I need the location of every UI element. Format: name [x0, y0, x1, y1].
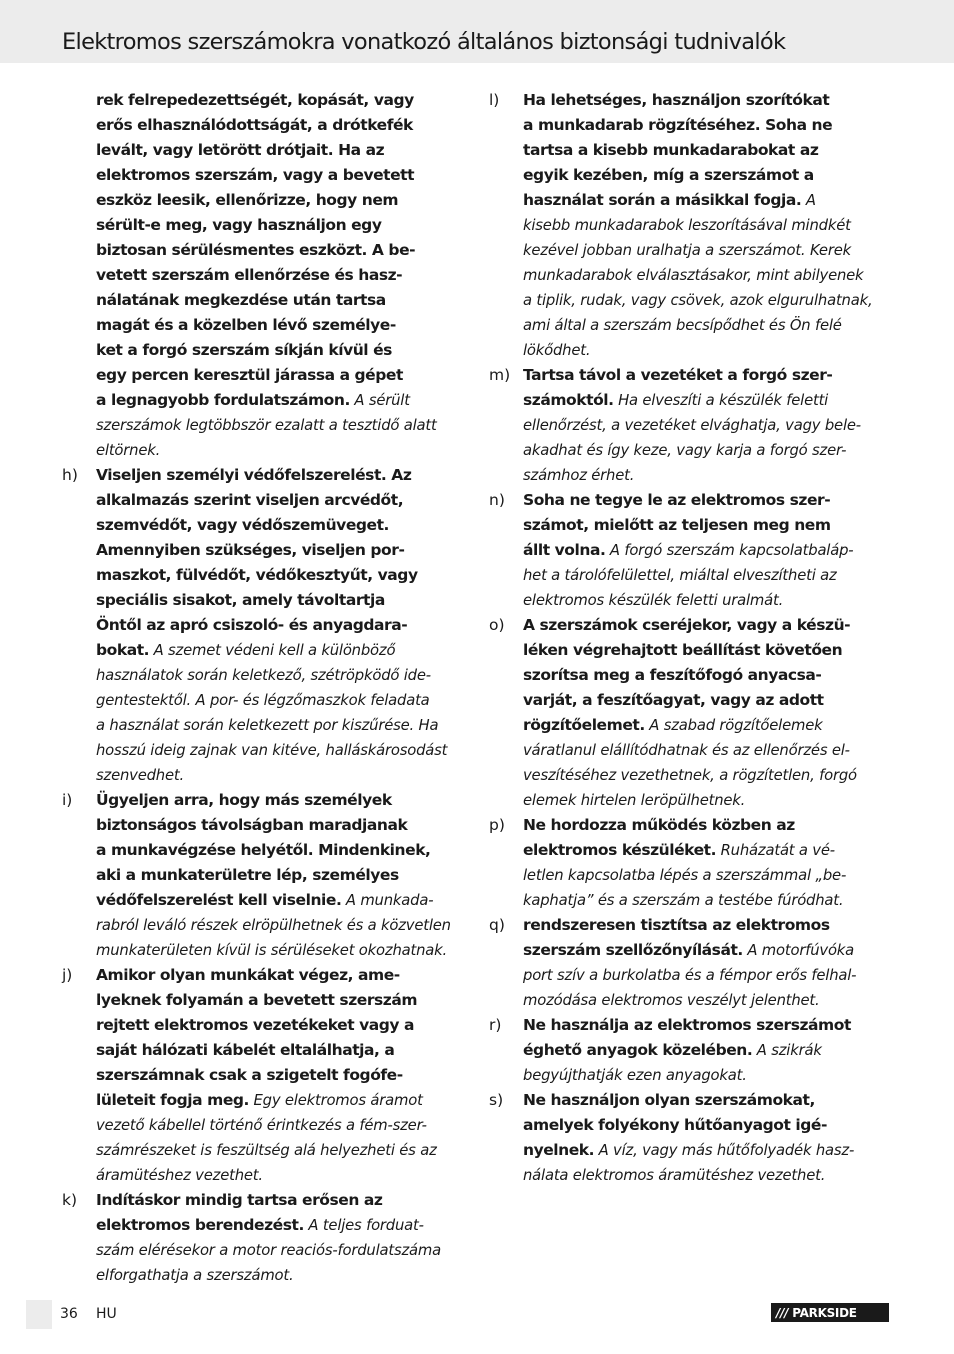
text-line — [96, 988, 467, 1013]
bold-instruction: állt volna. — [523, 541, 606, 559]
italic-explanation: A munkada- — [341, 892, 434, 909]
bold-instruction: Amikor olyan munkákat végez, ame- — [96, 966, 400, 984]
list-marker: r) — [489, 1016, 502, 1034]
italic-explanation: ellenőrzést, a vezetéket elvághatja, vagy bele- — [523, 417, 861, 434]
text-line — [523, 938, 894, 963]
italic-explanation: a tiplik, rudak, vagy csövek, azok elgurulhatnak, — [523, 292, 873, 309]
italic-explanation: veszítéséhez vezethetnek, a rögzítetlen, forgó — [523, 767, 857, 784]
list-marker: q) — [489, 916, 505, 934]
item-text — [523, 813, 894, 913]
text-line — [523, 313, 894, 338]
list-marker: p) — [489, 816, 505, 834]
bold-instruction: szerszámnak csak a szigetelt fogófe- — [96, 1066, 403, 1084]
bold-instruction: aki a munkaterületre lép, személyes — [96, 866, 399, 884]
bold-instruction: Tartsa távol a vezetéket a forgó szer- — [523, 366, 833, 384]
text-line — [96, 113, 467, 138]
text-line — [523, 813, 894, 838]
text-line — [523, 163, 894, 188]
bold-instruction: Ne hordozza működés közben az — [523, 816, 795, 834]
italic-explanation: elemek hirtelen leröpülhetnek. — [523, 792, 746, 809]
text-line — [96, 1188, 467, 1213]
italic-explanation: szám elérésekor a motor reaciós-fordulatszáma — [96, 1242, 441, 1259]
text-line — [96, 963, 467, 988]
text-line — [96, 938, 467, 963]
bold-instruction: lületeit fogja meg. — [96, 1091, 249, 1109]
logo-stripes: /// — [776, 1305, 789, 1320]
italic-explanation: port szív a burkolatba és a fémpor erős felhal- — [523, 967, 857, 984]
text-line — [523, 913, 894, 938]
bold-instruction: Ha lehetséges, használjon szorítókat — [523, 91, 830, 109]
text-line — [96, 613, 467, 638]
text-line — [523, 138, 894, 163]
text-line — [96, 538, 467, 563]
text-line — [523, 1063, 894, 1088]
text-line — [523, 1088, 894, 1113]
text-line — [523, 213, 894, 238]
italic-explanation: mozódása elektromos veszélyt jelenthet. — [523, 992, 820, 1009]
italic-explanation: nálata elektromos áramütéshez vezethet. — [523, 1167, 826, 1184]
text-line — [523, 413, 894, 438]
list-item — [62, 463, 467, 788]
italic-explanation: akadhat és így keze, vagy karja a forgó szer- — [523, 442, 847, 459]
text-line — [523, 88, 894, 113]
bold-instruction: elektromos készüléket. — [523, 841, 717, 859]
italic-explanation: elforgathatja a szerszámot. — [96, 1267, 294, 1284]
italic-explanation: Ha elveszíti a készülék feletti — [613, 392, 829, 409]
italic-explanation: váratlanul elállítódhatnak és az ellenőrzés el- — [523, 742, 850, 759]
list-marker: s) — [489, 1091, 504, 1109]
text-line — [96, 313, 467, 338]
bold-instruction: Ne használja az elektromos szerszámot — [523, 1016, 851, 1034]
list-item — [62, 88, 467, 463]
italic-explanation: letlen kapcsolatba lépés a szerszámmal „be- — [523, 867, 847, 884]
text-line — [523, 638, 894, 663]
parkside-logo — [771, 1303, 889, 1322]
bold-instruction: amelyek folyékony hűtőanyagot igé- — [523, 1116, 827, 1134]
italic-explanation: lökődhet. — [523, 342, 591, 359]
bold-instruction: lyeknek folyamán a bevetett szerszám — [96, 991, 418, 1009]
bold-instruction: Amennyiben szükséges, viseljen por- — [96, 541, 405, 559]
italic-explanation: Ruházatát a vé- — [716, 842, 835, 859]
left-column — [62, 88, 467, 1288]
item-text — [523, 88, 894, 363]
text-line — [523, 613, 894, 638]
text-line — [96, 1063, 467, 1088]
text-line — [523, 438, 894, 463]
text-line — [523, 988, 894, 1013]
list-marker: l) — [489, 91, 500, 109]
italic-explanation: begyújthatják ezen anyagokat. — [523, 1067, 747, 1084]
list-item — [489, 613, 894, 813]
text-line — [523, 663, 894, 688]
bold-instruction: éghető anyagok közelében. — [523, 1041, 753, 1059]
italic-explanation: áramütéshez vezethet. — [96, 1167, 263, 1184]
text-line — [523, 863, 894, 888]
italic-explanation: szenvedhet. — [96, 767, 184, 784]
bold-instruction: biztonságos távolságban maradjanak — [96, 816, 408, 834]
text-line — [96, 1213, 467, 1238]
list-item — [489, 813, 894, 913]
text-line — [96, 263, 467, 288]
text-line — [96, 1163, 467, 1188]
text-line — [96, 638, 467, 663]
text-line — [523, 1163, 894, 1188]
text-line — [96, 588, 467, 613]
italic-explanation: A teljes forduat- — [303, 1217, 424, 1234]
bold-instruction: léken végrehajtott beállítást követően — [523, 641, 843, 659]
item-text — [523, 488, 894, 613]
bold-instruction: sérült-e meg, vagy használjon egy — [96, 216, 382, 234]
item-text — [96, 788, 467, 963]
italic-explanation: kisebb munkadarabok leszorításával mindkét — [523, 217, 851, 234]
bold-instruction: rejtett elektromos vezetékeket vagy a — [96, 1016, 415, 1034]
italic-explanation: A szikrák — [752, 1042, 822, 1059]
logo-text: PARKSIDE — [792, 1305, 857, 1320]
text-line — [523, 263, 894, 288]
list-item — [62, 963, 467, 1188]
text-line — [96, 238, 467, 263]
italic-explanation: hosszú ideig zajnak van kitéve, halláskárosodást — [96, 742, 448, 759]
page-header — [0, 0, 954, 63]
bold-instruction: varját, a feszítőagyat, vagy az adott — [523, 691, 824, 709]
text-line — [96, 388, 467, 413]
bold-instruction: A szerszámok cseréjekor, vagy a készü- — [523, 616, 851, 634]
bold-instruction: eszköz leesik, ellenőrizze, hogy nem — [96, 191, 399, 209]
text-line — [523, 288, 894, 313]
list-item — [489, 363, 894, 488]
text-line — [96, 913, 467, 938]
list-item — [489, 1013, 894, 1088]
italic-explanation: elektromos készülék feletti uralmát. — [523, 592, 784, 609]
list-item — [489, 488, 894, 613]
item-text — [523, 1088, 894, 1188]
bold-instruction: nyelnek. — [523, 1141, 595, 1159]
text-line — [523, 488, 894, 513]
page-title: Elektromos szerszámokra vonatkozó általános biztonsági tudnivalók — [62, 29, 786, 55]
bold-instruction: a munkadarab rögzítéséhez. Soha ne — [523, 116, 833, 134]
italic-explanation: ami által a szerszám becsípődhet és Ön felé — [523, 317, 842, 334]
text-line — [96, 713, 467, 738]
bold-instruction: Ne használjon olyan szerszámokat, — [523, 1091, 815, 1109]
list-item — [62, 788, 467, 963]
italic-explanation: A — [801, 192, 816, 209]
text-line — [523, 363, 894, 388]
text-line — [96, 563, 467, 588]
text-line — [96, 813, 467, 838]
italic-explanation: eltörnek. — [96, 442, 161, 459]
bold-instruction: magát és a közelben lévő személye- — [96, 316, 396, 334]
italic-explanation: szerszámok legtöbbször ezalatt a tesztidő alatt — [96, 417, 437, 434]
bold-instruction: a legnagyobb fordulatszámon. — [96, 391, 350, 409]
text-line — [523, 1138, 894, 1163]
italic-explanation: A szabad rögzítőelemek — [644, 717, 823, 734]
text-line — [523, 1113, 894, 1138]
text-line — [96, 1088, 467, 1113]
italic-explanation: A sérült — [349, 392, 410, 409]
text-line — [96, 288, 467, 313]
item-text — [523, 613, 894, 813]
bold-instruction: Ügyeljen arra, hogy más személyek — [96, 791, 392, 809]
text-line — [523, 713, 894, 738]
bold-instruction: elektromos szerszám, vagy a bevetett — [96, 166, 415, 184]
bold-instruction: számot, mielőtt az teljesen meg nem — [523, 516, 831, 534]
text-line — [523, 188, 894, 213]
bold-instruction: saját hálózati kábelét eltalálhatja, a — [96, 1041, 395, 1059]
bold-instruction: ket a forgó szerszám síkján kívül és — [96, 341, 392, 359]
italic-explanation: számrészeket is feszültség alá helyezheti és az — [96, 1142, 437, 1159]
bold-instruction: szorítsa meg a feszítőfogó anyacsa- — [523, 666, 822, 684]
bold-instruction: biztosan sérülésmentes eszközt. A be- — [96, 241, 416, 259]
text-line — [96, 513, 467, 538]
bold-instruction: használat során a másikkal fogja. — [523, 191, 802, 209]
bold-instruction: rek felrepedezettségét, kopását, vagy — [96, 91, 414, 109]
text-line — [523, 238, 894, 263]
list-marker: i) — [62, 791, 73, 809]
list-marker: k) — [62, 1191, 78, 1209]
item-text — [523, 1013, 894, 1088]
item-text — [523, 913, 894, 1013]
italic-explanation: A motorfúvóka — [742, 942, 855, 959]
bold-instruction: elektromos berendezést. — [96, 1216, 304, 1234]
italic-explanation: gentestektől. A por- és légzőmaszkok feladata — [96, 692, 430, 709]
text-line — [523, 338, 894, 363]
text-line — [96, 663, 467, 688]
italic-explanation: A víz, vagy más hűtőfolyadék hasz- — [594, 1142, 855, 1159]
bold-instruction: rendszeresen tisztítsa az elektromos — [523, 916, 830, 934]
bold-instruction: számoktól. — [523, 391, 614, 409]
text-line — [96, 763, 467, 788]
text-line — [523, 1013, 894, 1038]
item-text — [96, 1188, 467, 1288]
bold-instruction: a munkavégzése helyétől. Mindenkinek, — [96, 841, 431, 859]
bold-instruction: Öntől az apró csiszoló- és anyagdara- — [96, 616, 408, 634]
bold-instruction: bokat. — [96, 641, 150, 659]
text-line — [523, 588, 894, 613]
text-line — [96, 363, 467, 388]
text-line — [96, 1238, 467, 1263]
text-line — [96, 463, 467, 488]
italic-explanation: rabról leváló részek elröpülhetnek és a közvetlen — [96, 917, 451, 934]
bold-instruction: vetett szerszám ellenőrzése és hasz- — [96, 266, 403, 284]
item-text — [96, 463, 467, 788]
bold-instruction: rögzítőelemet. — [523, 716, 645, 734]
list-item — [489, 913, 894, 1013]
bold-instruction: levált, vagy letörött drótjait. Ha az — [96, 141, 385, 159]
italic-explanation: kaphatja” és a szerszám a testébe fúródhat. — [523, 892, 844, 909]
list-marker: j) — [62, 966, 73, 984]
item-text — [96, 88, 467, 463]
italic-explanation: munkaterületen kívül is sérüléseket okozhatnak. — [96, 942, 448, 959]
text-line — [523, 1038, 894, 1063]
italic-explanation: Egy elektromos áramot — [248, 1092, 423, 1109]
italic-explanation: számhoz érhet. — [523, 467, 635, 484]
text-line — [96, 788, 467, 813]
list-marker: n) — [489, 491, 505, 509]
text-line — [523, 763, 894, 788]
item-text — [523, 363, 894, 488]
italic-explanation: A forgó szerszám kapcsolatbaláp- — [605, 542, 854, 559]
text-line — [96, 188, 467, 213]
italic-explanation: munkadarabok elválasztásakor, mint abilyenek — [523, 267, 864, 284]
text-line — [96, 688, 467, 713]
text-line — [523, 463, 894, 488]
italic-explanation: het a tárolófelülettel, miáltal elveszítheti az — [523, 567, 837, 584]
text-line — [523, 738, 894, 763]
text-line — [96, 488, 467, 513]
text-line — [96, 338, 467, 363]
text-line — [96, 88, 467, 113]
bold-instruction: Soha ne tegye le az elektromos szer- — [523, 491, 831, 509]
language-code: HU — [96, 1306, 117, 1322]
bold-instruction: erős elhasználódottságát, a drótkefék — [96, 116, 413, 134]
text-line — [523, 563, 894, 588]
text-line — [523, 388, 894, 413]
text-line — [96, 138, 467, 163]
list-item — [62, 1188, 467, 1288]
right-column — [489, 88, 894, 1188]
text-line — [96, 438, 467, 463]
text-line — [96, 738, 467, 763]
italic-explanation: vezető kábellel történő érintkezés a fém-szer- — [96, 1117, 427, 1134]
bold-instruction: egyik kezében, míg a szerszámot a — [523, 166, 814, 184]
text-line — [96, 213, 467, 238]
text-line — [523, 513, 894, 538]
italic-explanation: kezével jobban uralhatja a szerszámot. Kerek — [523, 242, 851, 259]
italic-explanation: A szemet védeni kell a különböző — [149, 642, 396, 659]
list-marker: o) — [489, 616, 505, 634]
text-line — [96, 1263, 467, 1288]
item-text — [96, 963, 467, 1188]
bold-instruction: maszkot, fülvédőt, védőkesztyűt, vagy — [96, 566, 418, 584]
text-line — [96, 1138, 467, 1163]
text-line — [523, 788, 894, 813]
text-line — [96, 1013, 467, 1038]
text-line — [96, 1113, 467, 1138]
page-number: 36 — [60, 1306, 78, 1322]
text-line — [523, 113, 894, 138]
italic-explanation: használatok során keletkező, szétröpködő ide- — [96, 667, 431, 684]
text-line — [523, 888, 894, 913]
footer-marker-box — [26, 1300, 52, 1329]
text-line — [523, 838, 894, 863]
bold-instruction: szerszám szellőzőnyílását. — [523, 941, 743, 959]
text-line — [523, 538, 894, 563]
bold-instruction: speciális sisakot, amely távoltartja — [96, 591, 385, 609]
text-line — [96, 838, 467, 863]
bold-instruction: Viseljen személyi védőfelszerelést. Az — [96, 466, 412, 484]
italic-explanation: a használat során keletkezett por kiszűrése. Ha — [96, 717, 439, 734]
text-line — [96, 863, 467, 888]
text-line — [523, 688, 894, 713]
text-line — [523, 963, 894, 988]
bold-instruction: tartsa a kisebb munkadarabokat az — [523, 141, 819, 159]
bold-instruction: szemvédőt, vagy védőszemüveget. — [96, 516, 390, 534]
list-item — [489, 1088, 894, 1188]
text-line — [96, 888, 467, 913]
bold-instruction: egy percen keresztül járassa a gépet — [96, 366, 403, 384]
bold-instruction: Indításkor mindig tartsa erősen az — [96, 1191, 383, 1209]
bold-instruction: védőfelszerelést kell viselnie. — [96, 891, 342, 909]
bold-instruction: alkalmazás szerint viseljen arcvédőt, — [96, 491, 404, 509]
list-marker: h) — [62, 466, 78, 484]
text-line — [96, 1038, 467, 1063]
text-line — [96, 413, 467, 438]
bold-instruction: nálatának megkezdése után tartsa — [96, 291, 386, 309]
list-marker: m) — [489, 366, 511, 384]
list-item — [489, 88, 894, 363]
text-line — [96, 163, 467, 188]
